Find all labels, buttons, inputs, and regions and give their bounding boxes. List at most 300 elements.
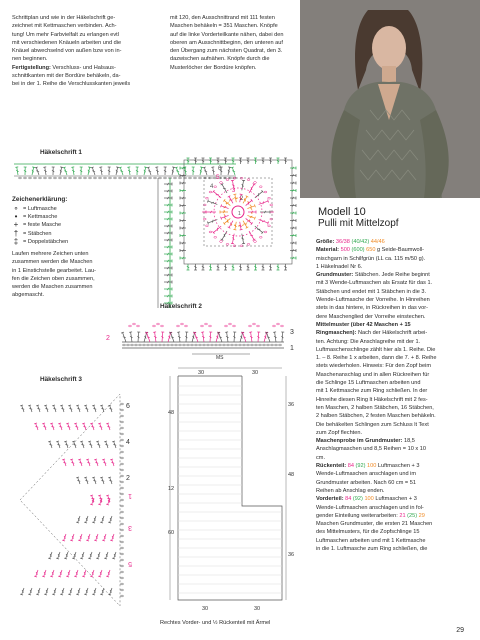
legend-note-line: werden die Maschen zusammen xyxy=(12,284,93,291)
stitch-symbol xyxy=(50,569,55,577)
stitch-symbol xyxy=(62,459,67,467)
size-value: 650 xyxy=(366,247,376,254)
size-value: 100 xyxy=(364,496,374,503)
legend-label: = feste Masche xyxy=(23,222,62,229)
stitch-symbol xyxy=(224,158,227,164)
model-line: Luftmaschenschlinge zählt hier als 1. Reihe. Die xyxy=(316,346,436,353)
stitch-symbol xyxy=(80,551,85,559)
chain-symbol xyxy=(205,323,208,325)
stitch-symbol xyxy=(92,515,97,523)
chain-symbol xyxy=(175,344,178,346)
chain-symbol xyxy=(79,177,82,179)
model-line: stets in das hintere, in Rückreihen in das vor- xyxy=(316,305,428,312)
chain-symbol xyxy=(34,177,37,179)
chain-symbol xyxy=(247,344,250,346)
chain-symbol xyxy=(49,177,52,179)
intro-line: mit verschiedenen Knäueln arbeiten und die xyxy=(12,39,122,46)
chain-symbol xyxy=(179,344,182,346)
model-line: cm. xyxy=(316,454,326,461)
chart2-row-2: 2 xyxy=(106,335,110,342)
model-line: Wende-Luftmaschen anschlagen und in fol- xyxy=(316,504,424,511)
chain-symbol xyxy=(121,529,124,531)
chart2-title: Häkelschrift 2 xyxy=(160,303,202,310)
chain-symbol xyxy=(177,325,180,327)
model-line: ten. Achtung: Die Anschlagreihe mit der 1. xyxy=(316,338,421,345)
chart1-title: Häkelschrift 1 xyxy=(40,149,82,156)
stitch-symbol xyxy=(48,441,53,449)
stitch-symbol xyxy=(98,569,103,577)
stitch-symbol xyxy=(50,423,55,431)
stitch-symbol xyxy=(96,551,101,559)
stitch-symbol xyxy=(121,332,127,342)
chain-symbol xyxy=(54,177,57,179)
chain-symbol xyxy=(220,241,223,243)
chain-symbol xyxy=(121,517,124,519)
legend-note xyxy=(12,250,132,300)
schem-right-36b: 36 xyxy=(288,552,295,558)
stitch-symbol xyxy=(161,332,165,342)
chart2-row-3: 3 xyxy=(290,329,294,336)
stitch-symbol xyxy=(164,225,172,228)
stitch-symbol xyxy=(28,587,33,595)
stitch-symbol xyxy=(43,167,47,175)
chain-symbol xyxy=(121,493,124,495)
stitch-symbol xyxy=(106,569,111,577)
fertig-line: bei in der 1. Reihe die Verschlusskanten jeweils xyxy=(12,81,131,88)
chain-symbol xyxy=(275,344,278,346)
stitch-symbol xyxy=(34,423,39,431)
stitch-symbol xyxy=(92,405,97,413)
chain-symbol xyxy=(255,344,258,346)
chain-symbol xyxy=(143,344,146,346)
chain-symbol xyxy=(159,344,162,346)
stitch-symbol xyxy=(185,332,189,342)
stitch-symbol xyxy=(94,533,99,541)
stitch-symbol xyxy=(164,218,172,221)
stitch-symbol xyxy=(136,167,139,175)
chain-symbol xyxy=(119,177,122,179)
chain-symbol xyxy=(121,481,124,483)
stitch-symbol xyxy=(74,423,79,431)
stitch-symbol xyxy=(110,459,115,467)
model-line: Anschlagmaschen und 8,5 Reihen = 10 x 10 xyxy=(316,446,426,453)
chain-symbol xyxy=(74,177,77,179)
chain-symbol xyxy=(121,487,124,489)
stitch-symbol xyxy=(290,204,296,207)
chain-symbol xyxy=(121,421,124,423)
stitch-symbol xyxy=(52,167,55,175)
model-line xyxy=(316,437,466,445)
stitch-symbol xyxy=(36,405,41,413)
chain-symbol xyxy=(129,177,132,179)
stitch-symbol xyxy=(209,332,213,342)
stitch-symbol xyxy=(72,551,77,559)
stitch-symbol xyxy=(66,569,71,577)
stitch-symbol xyxy=(31,167,36,175)
size-value: (40/42) xyxy=(351,239,370,245)
stitch-symbol xyxy=(164,281,172,284)
stitch-symbol xyxy=(76,515,81,523)
model-line xyxy=(316,321,466,329)
size-value: 100 xyxy=(367,463,377,470)
legend-label: = Luftmasche xyxy=(23,206,57,213)
vorder-rest: Luftmaschen + 3 xyxy=(373,496,417,503)
model-subtitle: Pulli mit Mittelzopf xyxy=(318,218,399,229)
stitch-symbol xyxy=(254,225,264,234)
chain-symbol xyxy=(149,177,152,179)
stitch-symbol xyxy=(96,441,101,449)
chart3-title: Häkelschrift 3 xyxy=(40,376,82,383)
chain-symbol xyxy=(247,179,250,181)
stitch-symbol xyxy=(277,158,280,164)
stitch-symbol xyxy=(48,551,53,559)
chain-symbol xyxy=(121,499,124,501)
chain-symbol xyxy=(191,344,194,346)
chain-symbol xyxy=(199,344,202,346)
stitch-symbol xyxy=(86,533,91,541)
chain-symbol xyxy=(187,344,190,346)
stitch-symbol xyxy=(68,405,73,413)
size-value: 44/46 xyxy=(370,239,385,245)
stitch-symbol xyxy=(180,189,186,192)
size-value: 21 xyxy=(399,512,406,519)
legend-item xyxy=(12,213,132,221)
stitch-symbol xyxy=(164,190,172,193)
stitch-symbol xyxy=(127,167,131,175)
chain-symbol xyxy=(185,325,188,327)
chain-symbol xyxy=(281,325,284,327)
stitch-symbol xyxy=(34,569,39,577)
stitch-symbol xyxy=(99,167,103,175)
chain-symbol xyxy=(243,344,246,346)
intro-left-text xyxy=(12,14,160,89)
model-heading xyxy=(318,206,399,230)
bold-label: Maschenprobe im Grundmuster: xyxy=(316,438,403,445)
stitch-symbol xyxy=(92,477,97,485)
stitch-symbol xyxy=(20,405,25,413)
legend-item xyxy=(12,205,132,213)
chain-symbol xyxy=(153,325,156,327)
stitch-symbol xyxy=(52,405,57,413)
legend-label: = Kettmasche xyxy=(23,214,58,221)
chain-symbol xyxy=(226,179,229,181)
chain-symbol xyxy=(227,344,230,346)
chain-symbol xyxy=(139,177,142,179)
chain-symbol xyxy=(231,344,234,346)
chain-symbol xyxy=(19,177,22,179)
square-row-6: 6 xyxy=(218,166,222,172)
chain-symbol xyxy=(121,445,124,447)
stitch-symbol xyxy=(164,167,167,175)
stitch-symbol xyxy=(164,239,172,242)
stitch-symbol xyxy=(194,264,197,270)
chain-symbol xyxy=(137,325,140,327)
chart3-diagram xyxy=(10,384,168,616)
stitch-symbol xyxy=(106,423,111,431)
stitch-symbol xyxy=(201,332,205,342)
stitch-symbol xyxy=(240,180,245,190)
stitch-symbol xyxy=(58,569,63,577)
stitch-symbol xyxy=(213,190,223,199)
stitch-symbol xyxy=(82,569,87,577)
stitch-symbol xyxy=(76,405,81,413)
stitch-symbol xyxy=(290,234,296,237)
model-line: Die behäkelten Schlingen zum Schluss lt Text xyxy=(316,421,429,428)
chain-symbol xyxy=(270,204,273,206)
chain-symbol xyxy=(121,403,124,405)
stitch-symbol xyxy=(262,264,265,270)
stitch-symbol xyxy=(290,212,296,215)
chain-symbol xyxy=(121,469,124,471)
stitch-symbol xyxy=(180,257,186,260)
stitch-symbol xyxy=(56,551,61,559)
stitch-symbol xyxy=(269,158,272,164)
bold-label: Größe: xyxy=(316,239,335,245)
stitch-symbol xyxy=(52,587,57,595)
size-value: (600) xyxy=(351,247,365,254)
stitch-symbol xyxy=(180,249,186,252)
stitch-symbol xyxy=(171,167,176,175)
chain-symbol xyxy=(220,182,223,184)
chain-symbol xyxy=(277,323,280,325)
stitch-symbol xyxy=(217,158,220,164)
stitch-symbol xyxy=(164,211,172,214)
stitch-symbol xyxy=(239,158,242,164)
square-row-4: 4 xyxy=(210,184,214,190)
chain-symbol xyxy=(121,553,124,555)
stitch-symbol xyxy=(290,197,296,200)
intro-mid-line: auf die linke Vorderteilkante nähen, dabei den xyxy=(170,31,284,38)
stitch-symbol xyxy=(104,441,109,449)
chain-symbol xyxy=(201,325,204,327)
stitch-symbol xyxy=(92,587,97,595)
stitch-symbol xyxy=(231,233,236,243)
chart2-ms-label: MS xyxy=(216,355,224,360)
model-line xyxy=(316,238,466,246)
model-line: mit 1 Kettmasche zum Ring schließen. In der xyxy=(316,388,428,395)
model-line: 2 halben Stäbchen, 2 festen Maschen behäkeln. xyxy=(316,413,436,420)
legend-note-line: Laufen mehrere Zeichen unten xyxy=(12,250,89,257)
stitch-symbol xyxy=(90,569,95,577)
stitch-symbol xyxy=(224,264,227,270)
stitch-symbol xyxy=(260,211,270,214)
stitch-symbol xyxy=(76,587,81,595)
chain-symbol xyxy=(121,523,124,525)
chain-symbol xyxy=(44,177,47,179)
stitch-symbol xyxy=(24,167,27,175)
stitch-symbol xyxy=(86,459,91,467)
schem-bottom-right: 30 xyxy=(254,606,261,612)
stitch-symbol xyxy=(254,158,257,164)
chain-symbol xyxy=(129,325,132,327)
stitch-symbol xyxy=(108,477,113,485)
stitch-symbol xyxy=(180,167,186,170)
chain-symbol xyxy=(259,236,262,238)
chain-symbol xyxy=(268,197,271,199)
stitch-symbol xyxy=(70,533,75,541)
stitch-symbol xyxy=(108,515,113,523)
schem-right-48: 48 xyxy=(288,472,295,478)
stitch-symbol xyxy=(44,587,49,595)
model-line xyxy=(316,495,466,503)
chain-symbol xyxy=(226,243,229,245)
chain-symbol xyxy=(209,325,212,327)
stitch-symbol xyxy=(164,232,172,235)
stitch-symbol xyxy=(147,167,152,176)
schem-right-36a: 36 xyxy=(288,402,295,408)
stitch-symbol xyxy=(180,234,186,237)
stitch-symbol xyxy=(119,167,124,176)
model-line xyxy=(316,271,466,279)
model-title: Modell 10 xyxy=(318,206,366,218)
stitch-symbol xyxy=(221,214,230,220)
stitch-symbol xyxy=(90,423,95,431)
chain-symbol xyxy=(211,344,214,346)
chain-symbol xyxy=(121,457,124,459)
square-row-1: 1 xyxy=(238,211,241,217)
square-row-5: 5 xyxy=(216,175,220,181)
stitch-symbol xyxy=(78,533,83,541)
stitch-symbol xyxy=(91,167,96,176)
stitch-symbol xyxy=(232,158,235,164)
bold-label: Ringmaschen): xyxy=(316,330,357,337)
stitch-symbol xyxy=(194,158,197,164)
stitch-symbol xyxy=(217,264,220,270)
chain-symbol xyxy=(157,323,160,325)
legend-symbol-icon: ‡ xyxy=(13,236,19,246)
stitch-symbol xyxy=(290,227,296,230)
chain-symbol xyxy=(121,439,124,441)
chain-symbol xyxy=(209,231,212,233)
chain-symbol xyxy=(254,182,257,184)
stitch-symbol xyxy=(164,288,172,291)
chain-symbol xyxy=(121,433,124,435)
legend-item xyxy=(12,230,132,238)
chain-symbol xyxy=(121,535,124,537)
mittel-text: Nach der Häkelschrift arbei- xyxy=(356,330,428,337)
model-line: Maschen Grundmuster, die ersten 21 Maschen xyxy=(316,521,433,528)
stitch-symbol xyxy=(290,189,296,192)
model-line: Wende-Luftmasche der Vorreihe. In Hinreihen xyxy=(316,297,430,304)
tri-row-5: 5 xyxy=(128,560,132,567)
stitch-symbol xyxy=(273,332,277,342)
stitch-symbol xyxy=(202,264,205,270)
chain-symbol xyxy=(121,547,124,549)
stitch-symbol xyxy=(108,587,113,595)
size-value: (25) xyxy=(407,512,418,519)
chain-symbol xyxy=(268,225,271,227)
stitch-symbol xyxy=(60,587,65,595)
chart1-vertical-strip xyxy=(152,178,176,308)
stitch-symbol xyxy=(84,477,89,485)
legend-note-line: abgemascht. xyxy=(12,292,45,299)
chain-symbol xyxy=(259,344,262,346)
stitch-symbol xyxy=(164,274,172,277)
legend-item xyxy=(12,238,132,246)
stitch-symbol xyxy=(180,212,186,215)
chain-symbol xyxy=(121,505,124,507)
stitch-symbol xyxy=(254,190,264,199)
chain-symbol xyxy=(181,323,184,325)
chain-symbol xyxy=(233,325,236,327)
schem-left-48: 48 xyxy=(168,410,175,416)
tri-row-4: 4 xyxy=(126,439,130,446)
chain-symbol xyxy=(219,344,222,346)
model-photo-art xyxy=(300,0,480,198)
stitch-symbol xyxy=(233,332,237,342)
stitch-symbol xyxy=(180,204,186,207)
page-number: 29 xyxy=(456,627,464,634)
chain-symbol xyxy=(139,344,142,346)
chain-symbol xyxy=(214,236,217,238)
stitch-symbol xyxy=(209,264,212,270)
grund-text: Stäbchen. Jede Reihe beginnt xyxy=(353,272,430,279)
stitch-symbol xyxy=(277,264,280,270)
model-line: Luftmaschen arbeiten und mit 1 Kettmasche xyxy=(316,537,426,544)
stitch-symbol xyxy=(290,249,296,252)
legend-label: = Doppelstäbchen xyxy=(23,238,69,245)
stitch-symbol xyxy=(129,332,133,342)
chain-symbol xyxy=(121,589,124,591)
chain-symbol xyxy=(39,177,42,179)
legend-title: Zeichenerklärung: xyxy=(12,196,68,203)
chain-symbol xyxy=(163,344,166,346)
stitch-symbol xyxy=(115,167,120,175)
stitch-symbol xyxy=(87,167,92,175)
stitch-symbol xyxy=(290,167,296,170)
chain-symbol xyxy=(167,344,170,346)
tri-row-2: 2 xyxy=(126,475,130,482)
chain-symbol xyxy=(69,177,72,179)
stitch-symbol xyxy=(225,332,229,342)
stitch-symbol xyxy=(239,264,242,270)
intro-line: tung! Um mehr Farbvielfalt zu erlangen evtl xyxy=(12,31,119,38)
model-line: 1 Häkelnadel Nr 6. xyxy=(316,263,363,270)
chain-symbol xyxy=(59,177,62,179)
size-value: 29 xyxy=(418,512,425,519)
model-line: 1. – 8. Reihe 1 x arbeiten, dann die 7. + 8. Reihe xyxy=(316,355,437,362)
chain-symbol xyxy=(89,177,92,179)
model-line xyxy=(316,512,466,520)
model-line: stets wiederholen. Hinweis: Für den Zopf beim xyxy=(316,363,432,370)
stitch-symbol xyxy=(247,204,256,210)
chain-symbol xyxy=(161,325,164,327)
chain-symbol xyxy=(121,409,124,411)
bold-label: Rückenteil: xyxy=(316,463,347,470)
model-line: Reihen ab Anschlag enden. xyxy=(316,487,385,494)
stitch-symbol xyxy=(187,264,190,270)
square-row-3: 3 xyxy=(232,188,236,194)
bold-label: Material: xyxy=(316,247,340,254)
intro-line: Schrittplan und wie in der Häkelschrift ge- xyxy=(12,15,116,21)
chain-symbol xyxy=(229,323,232,325)
intro-mid-line: Maschen behäkeln = 351 Maschen. Knöpfe xyxy=(170,23,278,30)
model-line: in die 1. Luftmasche zum Ring schließen, die xyxy=(316,545,428,552)
stitch-symbol xyxy=(42,423,47,431)
legend-symbol-icon: • xyxy=(14,212,18,222)
schem-left-12: 12 xyxy=(168,486,175,492)
stitch-symbol xyxy=(254,264,257,270)
size-value: 84 xyxy=(347,463,354,470)
chain-symbol xyxy=(206,225,209,227)
chain-symbol xyxy=(239,344,242,346)
size-value: (92) xyxy=(352,496,363,503)
intro-line: zeichnet mit Kettmaschen verbinden. Ach- xyxy=(12,23,117,30)
stitch-symbol xyxy=(207,200,217,206)
stitch-symbol xyxy=(108,167,111,175)
stitch-symbol xyxy=(290,242,296,245)
chain-symbol xyxy=(121,595,124,597)
